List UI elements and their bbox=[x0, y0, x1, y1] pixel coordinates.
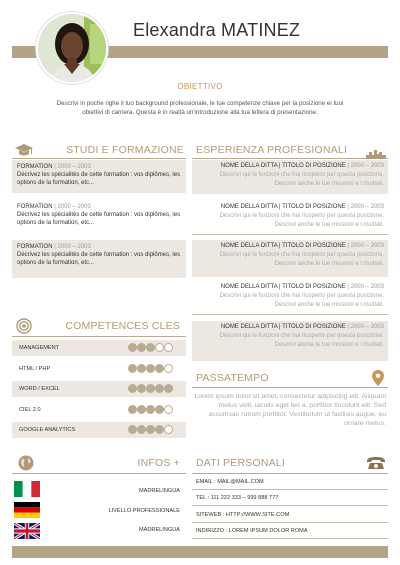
candidate-name: Elexandra MATINEZ bbox=[133, 20, 301, 40]
education-item-title: FORMATION | 2000 – 2003 bbox=[17, 204, 91, 210]
rating-dot-filled bbox=[155, 364, 164, 373]
objective-text: Descrivi in poche righe il tuo background professionale, le tue competenze chiave per la posizione ei tuoi obiettivi di carriera. Questa è in realtà un'introduzione alla tua lettera di presentazione. bbox=[56, 100, 344, 116]
language-level: MADRELINGUA bbox=[138, 488, 180, 494]
rating-dot-filled bbox=[137, 425, 146, 434]
rating-dot-filled bbox=[146, 343, 155, 352]
divider bbox=[192, 489, 388, 490]
infos-header bbox=[12, 455, 186, 474]
profile-photo bbox=[36, 12, 108, 84]
education-item bbox=[12, 201, 186, 234]
education-item-text: Décrivez les spécialités de cette formation : vos diplômes, les options de la formation, etc... bbox=[17, 252, 181, 266]
rating-dot-filled bbox=[137, 343, 146, 352]
uk-flag-icon bbox=[14, 523, 40, 539]
rating-dot-filled bbox=[146, 364, 155, 373]
experience-item-text: Descrivi qui le funzioni che hai ricoperto per questa posizione. Descrivi anche le tue missioni e i risultati. bbox=[219, 172, 384, 187]
experience-item-title: NOME DELLA DITTA | TITOLO DI POSIZIONE | 2000 – 2003 bbox=[220, 324, 384, 330]
experience-item-text: Descrivi qui le funzioni che hai ricoperto per questa posizione. Descrivi anche le tue missioni e i risultati. bbox=[219, 213, 384, 228]
divider bbox=[192, 538, 388, 539]
globe-icon bbox=[18, 455, 34, 476]
skill-label: CIEL 2.0 bbox=[19, 407, 41, 413]
skill-row bbox=[12, 361, 186, 377]
divider bbox=[192, 522, 388, 523]
education-header bbox=[12, 143, 186, 159]
skills-header bbox=[12, 318, 186, 337]
experience-item-title: NOME DELLA DITTA | TITOLO DI POSIZIONE | 2000 – 2003 bbox=[220, 284, 384, 290]
experience-item-title: NOME DELLA DITTA | TITOLO DI POSIZIONE | 2000 – 2003 bbox=[220, 163, 384, 169]
skills-title: COMPETENCES CLES bbox=[65, 320, 180, 332]
language-level: LIVELLO PROFESSIONALE bbox=[108, 508, 180, 514]
experience-item-text: Descrivi qui le funzioni che hai ricoperto per questa posizione. Descrivi anche le tue missioni e i risultati. bbox=[219, 252, 384, 267]
experience-item bbox=[192, 160, 388, 194]
education-item-title: FORMATION | 2000 – 2003 bbox=[17, 164, 91, 170]
telephone-icon bbox=[366, 456, 386, 475]
skill-row bbox=[12, 422, 186, 438]
personal-address: INDIRIZZO : LOREM IPSUM DOLOR ROMA bbox=[196, 528, 308, 534]
skill-row bbox=[12, 381, 186, 397]
education-title: STUDI E FORMAZIONE bbox=[66, 144, 184, 156]
skill-label: GOOGLE ANALYTICS bbox=[19, 427, 76, 433]
language-level: MADRELINGUA bbox=[138, 527, 180, 533]
rating-dot-filled bbox=[128, 425, 137, 434]
personal-website: SITEWEB : HTTP://WWW.SITE.COM bbox=[196, 512, 290, 518]
divider bbox=[192, 505, 388, 506]
experience-header bbox=[192, 143, 388, 159]
rating-dot-filled bbox=[155, 384, 164, 393]
infos-title: INFOS + bbox=[137, 457, 180, 469]
objective-title: OBIETTIVO bbox=[177, 82, 223, 91]
experience-item bbox=[192, 321, 388, 361]
germany-flag-icon bbox=[14, 502, 40, 518]
rating-dot-empty bbox=[164, 425, 173, 434]
education-item-text: Décrivez les spécialités de cette formation : vos diplômes, les options de la formation, etc... bbox=[17, 212, 181, 226]
personal-header bbox=[192, 455, 388, 474]
skill-row bbox=[12, 340, 186, 356]
education-item bbox=[12, 160, 186, 193]
rating-dot-filled bbox=[146, 384, 155, 393]
rating-dot-filled bbox=[137, 405, 146, 414]
skill-row bbox=[12, 402, 186, 418]
education-item-text: Décrivez les spécialités de cette formation : vos diplômes, les options de la formation, etc... bbox=[17, 172, 181, 186]
experience-item-title: NOME DELLA DITTA | TITOLO DI POSIZIONE | 2000 – 2003 bbox=[220, 204, 384, 210]
experience-item bbox=[192, 201, 388, 235]
personal-email: EMAIL : MAIL@MAIL.COM bbox=[196, 479, 264, 485]
rating-dot-empty bbox=[164, 364, 173, 373]
map-pin-icon bbox=[372, 370, 384, 391]
rating-dot-empty bbox=[164, 405, 173, 414]
rating-dot-filled bbox=[128, 364, 137, 373]
experience-title: ESPERIENZA PROFESIONALI bbox=[196, 144, 348, 156]
hobbies-title: PASSATEMPO bbox=[196, 372, 269, 384]
personal-phone: TEL : 111 222 333 – 999 888 777 bbox=[196, 495, 279, 501]
rating-dot-filled bbox=[146, 425, 155, 434]
rating-dot-filled bbox=[128, 405, 137, 414]
rating-dot-filled bbox=[155, 425, 164, 434]
rating-dot-empty bbox=[164, 343, 173, 352]
experience-item bbox=[192, 240, 388, 277]
hobbies-text: Lorem ipsum dolor sit amet, consectetur adipiscing elit. Aliquam metus velit, iaculis eget leo a, porttitor tincidunt elit. Sed accumsan rutrum porttitor. Vestibulum ut facilisis augue, eu ornare metus. bbox=[194, 393, 386, 427]
rating-dot-empty bbox=[155, 343, 164, 352]
rating-dot-filled bbox=[155, 405, 164, 414]
skill-label: HTML / PHP bbox=[19, 366, 51, 372]
experience-item-title: NOME DELLA DITTA | TITOLO DI POSIZIONE | 2000 – 2003 bbox=[220, 243, 384, 249]
experience-item-text: Descrivi qui le funzioni che hai ricoperto per questa posizione. Descrivi anche le tue missioni e i risultati. bbox=[219, 293, 384, 308]
education-item-title: FORMATION | 2000 – 2003 bbox=[17, 244, 91, 250]
italy-flag-icon bbox=[14, 481, 40, 497]
rating-dot-filled bbox=[128, 384, 137, 393]
target-icon bbox=[16, 318, 32, 339]
experience-item-text: Descrivi qui le funzioni che hai ricoperto per questa posizione. Descrivi anche le tue missioni e i risultati. bbox=[219, 333, 384, 348]
personal-title: DATI PERSONALI bbox=[196, 457, 285, 469]
rating-dot-filled bbox=[137, 384, 146, 393]
rating-dot-filled bbox=[137, 364, 146, 373]
experience-item bbox=[192, 281, 388, 315]
rating-dot-filled bbox=[146, 405, 155, 414]
skill-label: WORD / EXCEL bbox=[19, 386, 60, 392]
rating-dot-filled bbox=[128, 343, 137, 352]
skill-label: MANAGEMENT bbox=[19, 345, 60, 351]
education-item bbox=[12, 240, 186, 278]
footer-bar bbox=[12, 546, 388, 558]
rating-dot-filled bbox=[164, 384, 173, 393]
hobbies-header bbox=[192, 370, 388, 388]
